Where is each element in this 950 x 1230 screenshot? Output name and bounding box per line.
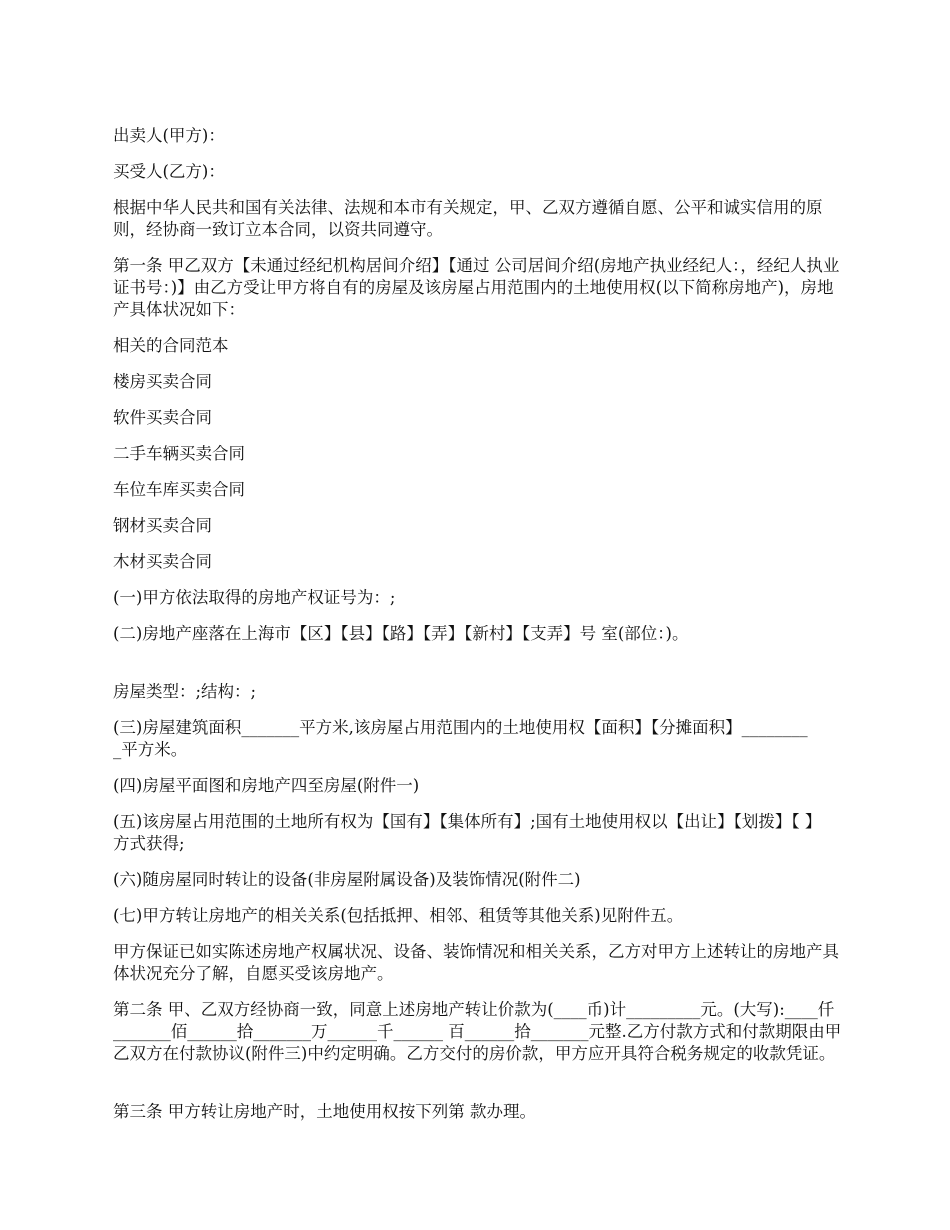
related-template-item: 木材买卖合同 [113,552,212,571]
related-template-item: 车位车库买卖合同 [113,480,245,499]
preamble-paragraph: 根据中华人民共和国有关法律、法规和本市有关规定，甲、乙双方遵循自愿、公平和诚实信用的原则，经协商一致订立本合同，以资共同遵守。 [113,198,823,239]
article-3-paragraph: 第三条 甲方转让房地产时，土地使用权按下列第 款办理。 [113,1102,536,1121]
related-template-item: 钢材买卖合同 [113,516,212,535]
article-2-paragraph: 第二条 甲、乙双方经协商一致，同意上述房地产转让价款为(____币)计_________元。(大写):____仟 _______佰______拾_______万______千______ 百______拾_______元整.乙方付款方式和付款期限由甲乙双方在付款协议(附件三)中约定明确。乙方交付的房价款，甲方应开具符合税务规定的收款凭证。 [113,1000,842,1063]
related-template-item: 楼房买卖合同 [113,372,212,391]
clause-7: (七)甲方转让房地产的相关关系(包括抵押、相邻、租赁等其他关系)见附件五。 [113,906,684,925]
related-templates-heading: 相关的合同范本 [113,336,229,355]
clause-6: (六)随房屋同时转让的设备(非房屋附属设备)及装饰情况(附件二) [113,870,581,889]
house-type-line: 房屋类型：;结构：; [113,682,257,701]
article-1-paragraph: 第一条 甲乙双方【未通过经纪机构居间介绍】【通过 公司居间介绍(房地产执业经纪人：，经纪人执业证书号：)】由乙方受让甲方将自有的房屋及该房屋占用范围内的土地使用权(以下简称房地产)，房地产具体状况如下： [113,256,840,319]
clause-2: (二)房地产座落在上海市【区】【县】【路】【弄】【新村】【支弄】号 室(部位：)。 [113,624,689,643]
seller-line: 出卖人(甲方)： [113,126,225,145]
buyer-line: 买受人(乙方)： [113,162,225,181]
seller-guarantee-paragraph: 甲方保证已如实陈述房地产权属状况、设备、装饰情况和相关关系，乙方对甲方上述转让的房地产具体状况充分了解，自愿买受该房地产。 [113,942,839,983]
related-template-item: 软件买卖合同 [113,408,212,427]
clause-3: (三)房屋建筑面积_______平方米,该房屋占用范围内的土地使用权【面积】【分摊面积】_________平方米。 [113,718,808,759]
clause-5: (五)该房屋占用范围的土地所有权为【国有】【集体所有】;国有土地使用权以【出让】【划拨】【 】方式获得; [113,812,822,853]
clause-1: (一)甲方依法取得的房地产权证号为：; [113,588,396,607]
related-template-item: 二手车辆买卖合同 [113,444,245,463]
clause-4: (四)房屋平面图和房地产四至房屋(附件一) [113,776,420,795]
